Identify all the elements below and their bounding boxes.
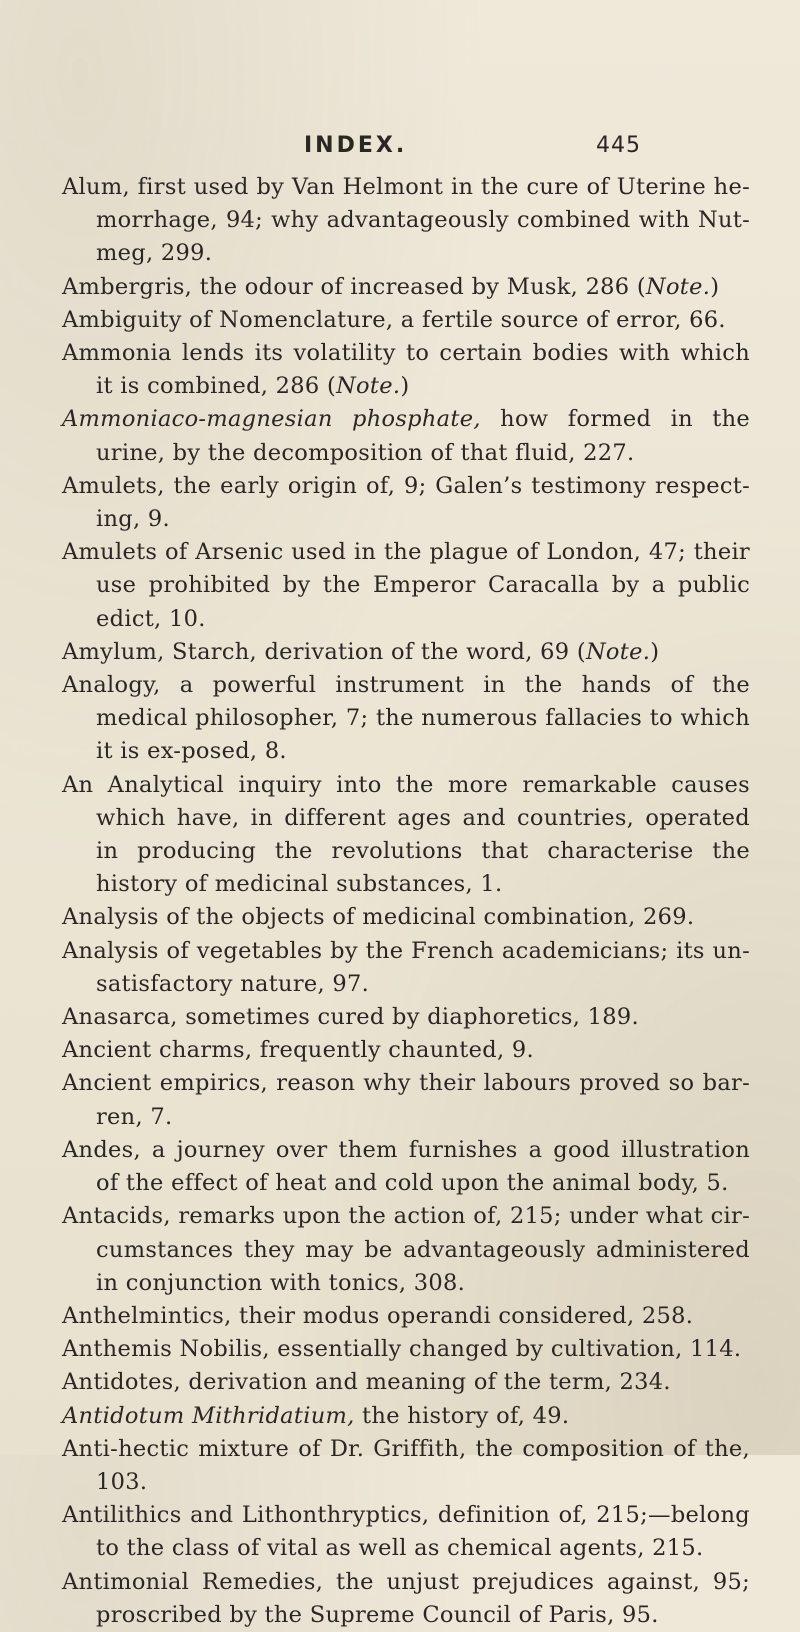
index-entry bbox=[62, 403, 750, 469]
index-term: Anti-hectic bbox=[62, 1435, 190, 1462]
index-entry bbox=[62, 1566, 750, 1632]
index-term: Antidotes, bbox=[62, 1369, 181, 1396]
index-term: Analysis bbox=[62, 937, 159, 964]
index-term: Anthemis Nobilis, bbox=[62, 1336, 270, 1363]
index-entries bbox=[62, 171, 750, 1632]
index-description: the odour of increased by Musk, 286 ( bbox=[192, 273, 646, 300]
index-note-close: ) bbox=[710, 273, 720, 300]
index-entry bbox=[62, 271, 750, 304]
index-entry bbox=[62, 1400, 750, 1433]
index-description: and Lithonthryptics, definition of, 215;—belong to the class of vital as well as chemical agents, 215. bbox=[96, 1502, 750, 1562]
index-entry bbox=[62, 1433, 750, 1499]
index-term: Antidotum Mithridatium, bbox=[62, 1402, 355, 1429]
index-entry bbox=[62, 171, 750, 271]
index-term: Ancient bbox=[62, 1037, 152, 1064]
index-term: An Analytical bbox=[62, 771, 225, 798]
index-description: of the objects of medicinal combination, 269. bbox=[158, 904, 695, 931]
index-term: Amulets, bbox=[62, 472, 165, 499]
index-description: remarks upon the action of, 215; under what cir-cumstances they may be advantageously administered in conjunction with tonics, 308. bbox=[96, 1203, 750, 1296]
index-entry bbox=[62, 669, 750, 769]
index-description: the history of, 49. bbox=[354, 1402, 570, 1429]
index-entry bbox=[62, 1067, 750, 1133]
index-term: Alum, bbox=[62, 174, 130, 200]
index-entry bbox=[62, 1300, 750, 1333]
index-term: Analogy, bbox=[62, 672, 161, 699]
index-term: Antacids, bbox=[62, 1203, 171, 1230]
index-entry bbox=[62, 1034, 750, 1067]
index-description: first used by Van Helmont in the cure of Uterine he-morrhage, 94; why advantageously combined with Nut-meg, 299. bbox=[96, 174, 750, 267]
index-term: Analysis bbox=[62, 904, 159, 931]
index-term: Andes, bbox=[62, 1136, 141, 1163]
index-term: Antimonial Remedies, bbox=[62, 1568, 324, 1595]
index-entry bbox=[62, 935, 750, 1001]
running-head bbox=[0, 133, 800, 163]
index-term: Amylum, bbox=[62, 638, 165, 665]
index-entry bbox=[62, 1333, 750, 1366]
index-description: of Nomenclature, a fertile source of error, 66. bbox=[181, 306, 726, 333]
page-number: 445 bbox=[596, 133, 641, 158]
index-description: derivation and meaning of the term, 234. bbox=[180, 1369, 671, 1396]
index-description: how formed in the urine, by the decomposition of that fluid, 227. bbox=[96, 406, 750, 466]
index-description: a powerful instrument in the hands of the medical philosopher, 7; the numerous fallacies to which it is ex-posed, 8. bbox=[96, 672, 750, 765]
index-entry bbox=[62, 1200, 750, 1300]
index-description: a journey over them furnishes a good illustration of the effect of heat and cold upon the animal body, 5. bbox=[96, 1136, 750, 1197]
index-entry bbox=[62, 1366, 750, 1399]
index-entry bbox=[62, 901, 750, 934]
index-description: essentially changed by cultivation, 114. bbox=[269, 1336, 742, 1363]
index-term: Ammonia bbox=[62, 340, 172, 367]
index-entry bbox=[62, 1001, 750, 1034]
index-term: Ancient bbox=[62, 1070, 152, 1097]
index-description: lends its volatility to certain bodies with which it is combined, 286 ( bbox=[96, 340, 750, 400]
index-entry bbox=[62, 636, 750, 669]
index-description: inquiry into the more remarkable causes which have, in different ages and countries, operated in producing the revolutions that characterise the history of medicinal substances, 1. bbox=[96, 771, 751, 898]
index-entry bbox=[62, 337, 750, 403]
page-title: INDEX. bbox=[304, 133, 408, 158]
index-description: mixture of Dr. Griffith, the composition of the, 103. bbox=[96, 1435, 750, 1495]
index-note-close: ) bbox=[650, 638, 660, 665]
index-description: charms, frequently chaunted, 9. bbox=[151, 1037, 534, 1064]
index-term: Anthelmintics, bbox=[62, 1302, 232, 1329]
index-entry bbox=[62, 470, 750, 536]
index-term: Amulets bbox=[62, 539, 158, 566]
index-note: Note. bbox=[336, 373, 401, 400]
index-term: Ambiguity bbox=[62, 306, 182, 333]
index-description: of Arsenic used in the plague of London, 47; their use prohibited by the Emperor Caracalla by a public edict, 10. bbox=[96, 539, 750, 632]
index-entry bbox=[62, 1134, 750, 1200]
index-note: Note. bbox=[645, 273, 711, 300]
index-entry bbox=[62, 536, 750, 636]
index-entry bbox=[62, 304, 750, 337]
index-term: Ammoniaco-magnesian phosphate, bbox=[62, 406, 481, 433]
index-term: Antilithics bbox=[62, 1502, 182, 1529]
index-note: Note. bbox=[585, 638, 651, 665]
index-term: Anasarca, bbox=[62, 1004, 178, 1031]
index-term: Ambergris, bbox=[62, 273, 193, 300]
index-entry bbox=[62, 769, 750, 902]
index-description: the unjust prejudices against, 95; proscribed by the Supreme Council of Paris, 95. bbox=[96, 1568, 750, 1628]
index-entry bbox=[62, 1499, 750, 1565]
index-description: of vegetables by the French academicians; its un-satisfactory nature, 97. bbox=[96, 937, 750, 997]
index-description: Starch, derivation of the word, 69 ( bbox=[164, 638, 586, 665]
index-description: empirics, reason why their labours proved so bar-ren, 7. bbox=[96, 1070, 750, 1130]
index-note-close: ) bbox=[400, 373, 410, 400]
index-description: their modus operandi considered, 258. bbox=[231, 1302, 694, 1329]
index-description: the early origin of, 9; Galen’s testimony respect-ing, 9. bbox=[96, 472, 750, 533]
index-description: sometimes cured by diaphoretics, 189. bbox=[177, 1004, 639, 1031]
